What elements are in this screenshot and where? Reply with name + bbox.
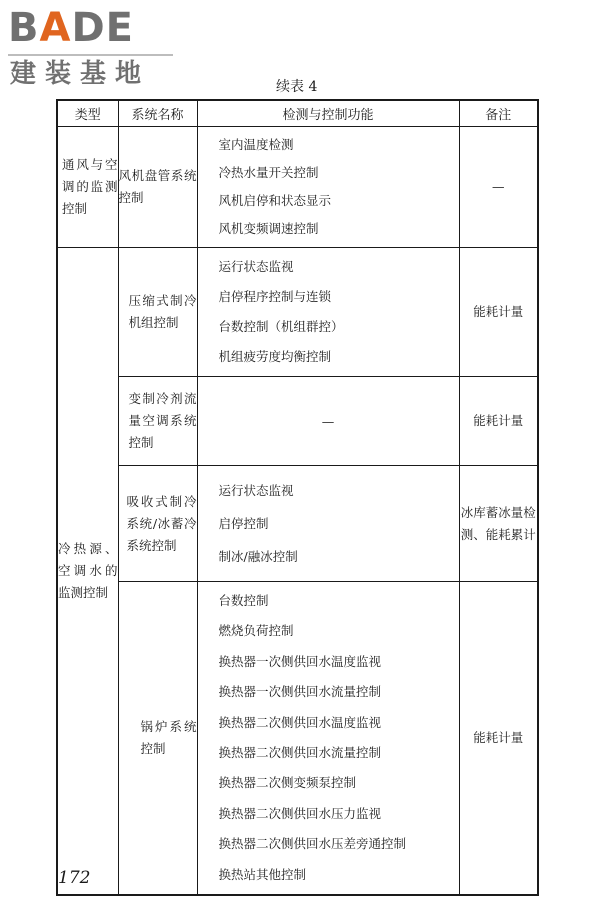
function-item: 风机启停和状态显示 [218,193,332,208]
function-item: 换热器二次侧供回水压差旁通控制 [218,836,407,852]
table-row [57,248,538,377]
system-name-cell: 变制冷剂流量空调系统控制 [118,377,197,466]
logo-divider [8,54,173,56]
table-row [57,466,538,582]
function-cell [197,466,459,582]
function-item: 换热器一次侧供回水温度监视 [218,653,382,669]
table-row [57,127,538,248]
brand-tagline: 建装基地 [10,59,151,89]
system-name-cell: 吸收式制冷系统/冰蓄冷系统控制 [118,466,197,582]
function-cell [197,127,459,248]
function-item: 机组疲劳度均衡控制 [218,349,332,364]
function-list [198,582,459,894]
function-list [198,248,459,376]
function-item: 换热器二次侧变频泵控制 [218,775,357,791]
table-row [57,582,538,896]
function-item: 换热站其他控制 [218,866,307,882]
function-item: 风机变频调速控制 [218,221,319,236]
brand-letter-a: A [39,5,72,51]
function-item: 换热器二次侧供回水流量控制 [218,745,382,761]
table-row [57,377,538,466]
table-header-row [57,100,538,127]
brand-wordmark [8,4,134,52]
function-item: 启停控制 [218,516,269,531]
function-cell [197,248,459,377]
system-name-cell: 风机盘管系统控制 [118,127,197,248]
function-item: 燃烧负荷控制 [218,623,294,639]
note-cell: 冰库蓄冰量检测、能耗累计 [459,466,538,582]
brand-letter-b: B [8,5,40,51]
function-item: 冷热水量开关控制 [218,165,319,180]
function-cell [197,582,459,896]
function-item: 换热器一次侧供回水流量控制 [218,684,382,700]
system-name-cell: 锅炉系统控制 [118,582,197,896]
header-type: 类型 [57,100,118,127]
function-item: 运行状态监视 [218,259,294,274]
function-list [198,127,459,247]
function-item: 台数控制 [218,593,269,608]
function-item: 台数控制（机组群控） [218,319,344,334]
function-list [198,466,459,581]
function-cell: — [197,377,459,466]
type-cell: 通风与空调的监测控制 [57,127,118,248]
control-function-table [56,99,539,896]
type-cell: 冷热源、空调水的监测控制 [57,248,118,896]
function-item: 制冰/融冰控制 [218,549,298,564]
header-system: 系统名称 [118,100,197,127]
function-item: 室内温度检测 [218,137,294,152]
brand-logo [8,4,176,90]
function-item: 换热器二次侧供回水压力监视 [218,805,382,821]
note-cell: — [459,127,538,248]
header-note: 备注 [459,100,538,127]
system-name-cell: 压缩式制冷机组控制 [118,248,197,377]
function-item: 启停程序控制与连锁 [218,289,332,304]
header-function: 检测与控制功能 [197,100,459,127]
brand-letters-de: DE [71,5,134,51]
table-caption: 续表 4 [276,79,318,95]
function-item: 运行状态监视 [218,483,294,498]
function-item: 换热器二次侧供回水温度监视 [218,714,382,730]
note-cell: 能耗计量 [459,582,538,896]
page-number: 172 [58,868,91,888]
note-cell: 能耗计量 [459,248,538,377]
note-cell: 能耗计量 [459,377,538,466]
